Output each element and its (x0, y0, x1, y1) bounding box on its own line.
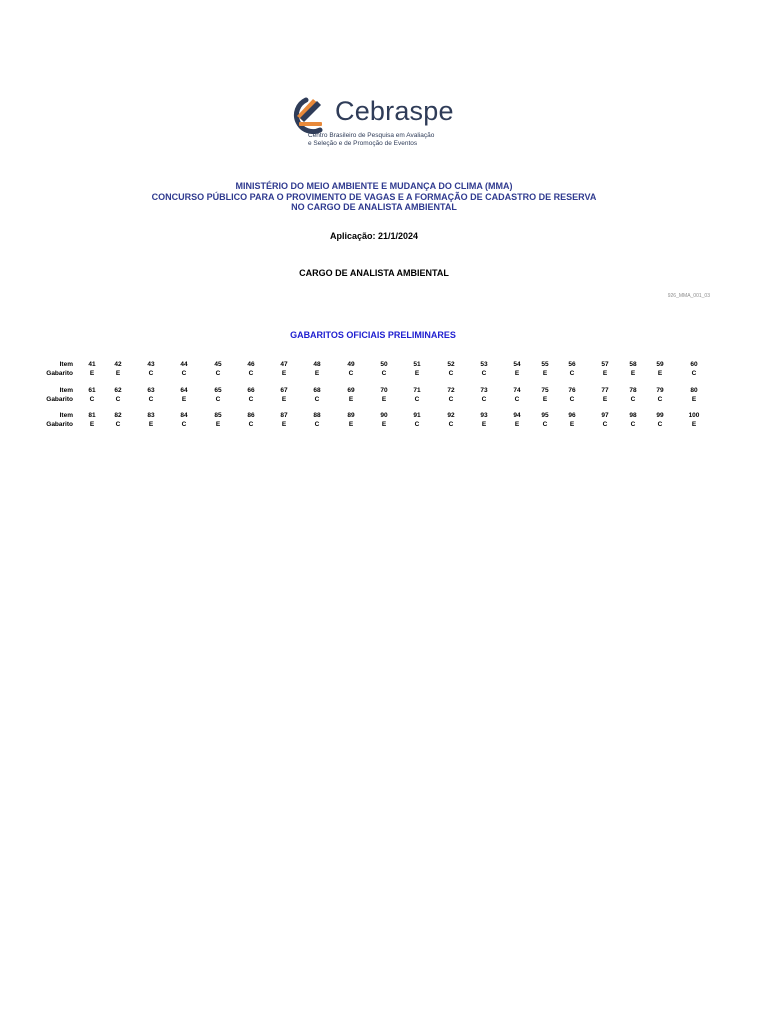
item-answer: E (89, 420, 95, 428)
application-date: Aplicação: 21/1/2024 (329, 231, 419, 241)
item-answer: C (630, 420, 636, 428)
item-number: 96 (568, 412, 576, 419)
item-number: 99 (656, 412, 664, 419)
item-number: 70 (380, 387, 388, 394)
item-answer: E (542, 395, 548, 403)
item-number: 76 (568, 387, 576, 394)
item-answer: E (657, 369, 663, 377)
item-number: 61 (88, 387, 96, 394)
item-number: 53 (480, 361, 488, 368)
item-number: 56 (568, 361, 576, 368)
logo-subtitle (308, 132, 434, 148)
item-number: 88 (313, 412, 321, 419)
item-answer: E (381, 395, 387, 403)
logo-subtitle-line2: e Seleção e de Promoção de Eventos (308, 140, 418, 147)
item-answer: C (657, 395, 663, 403)
item-answer: C (215, 395, 221, 403)
item-answer: C (514, 395, 520, 403)
item-number: 97 (601, 412, 609, 419)
item-answer: C (148, 369, 154, 377)
item-answer: E (181, 395, 187, 403)
section-title: GABARITOS OFICIAIS PRELIMINARES (290, 330, 456, 340)
item-answer: C (448, 395, 454, 403)
item-number: 46 (247, 361, 255, 368)
item-number: 74 (513, 387, 521, 394)
cebraspe-logo (286, 94, 486, 150)
item-number: 55 (541, 361, 549, 368)
item-answer: C (115, 395, 121, 403)
item-answer: C (89, 395, 95, 403)
booklet-code: 926_MMA_001_03 (667, 293, 710, 299)
item-number: 77 (601, 387, 609, 394)
item-answer: C (314, 395, 320, 403)
gabarito-label: Gabarito (46, 395, 73, 403)
item-number: 59 (656, 361, 664, 368)
exam-title (0, 181, 748, 213)
answer-row (0, 387, 768, 405)
item-answer: C (569, 369, 575, 377)
item-number: 60 (690, 361, 698, 368)
item-number: 65 (214, 387, 222, 394)
item-number: 45 (214, 361, 222, 368)
item-answer: C (481, 395, 487, 403)
item-number: 58 (629, 361, 637, 368)
item-answer: C (630, 395, 636, 403)
item-answer: E (115, 369, 121, 377)
item-answer: C (181, 420, 187, 428)
cebraspe-logo-icon (286, 94, 330, 136)
item-number: 94 (513, 412, 521, 419)
item-answer: C (215, 369, 221, 377)
item-number: 41 (88, 361, 96, 368)
item-answer: E (602, 395, 608, 403)
item-answer: C (569, 395, 575, 403)
exam-title-line2: CONCURSO PÚBLICO PARA O PROVIMENTO DE VAGAS E A FORMAÇÃO DE CADASTRO DE RESERVA (151, 191, 597, 202)
item-number: 91 (413, 412, 421, 419)
item-number: 68 (313, 387, 321, 394)
item-number: 54 (513, 361, 521, 368)
role-title: CARGO DE ANALISTA AMBIENTAL (299, 268, 449, 278)
item-label: Item (59, 412, 73, 419)
item-answer: C (414, 420, 420, 428)
item-number: 95 (541, 412, 549, 419)
item-answer: C (115, 420, 121, 428)
item-number: 43 (147, 361, 155, 368)
item-number: 92 (447, 412, 455, 419)
item-number: 75 (541, 387, 549, 394)
item-answer: E (381, 420, 387, 428)
item-number: 82 (114, 412, 122, 419)
item-answer: E (348, 395, 354, 403)
item-answer: E (281, 369, 287, 377)
item-number: 42 (114, 361, 122, 368)
item-number: 73 (480, 387, 488, 394)
item-answer: C (381, 369, 387, 377)
item-answer: C (248, 420, 254, 428)
item-answer: E (542, 369, 548, 377)
item-number: 49 (347, 361, 355, 368)
item-number: 98 (629, 412, 637, 419)
item-answer: E (481, 420, 487, 428)
item-answer: C (248, 395, 254, 403)
item-answer: C (348, 369, 354, 377)
item-answer: C (448, 369, 454, 377)
answer-row (0, 412, 768, 430)
item-label: Item (59, 361, 73, 368)
item-answer: E (89, 369, 95, 377)
item-answer: C (691, 369, 697, 377)
logo-name: Cebraspe (335, 96, 454, 126)
item-answer: E (148, 420, 154, 428)
item-number: 85 (214, 412, 222, 419)
item-number: 93 (480, 412, 488, 419)
item-answer: E (514, 369, 520, 377)
item-number: 48 (313, 361, 321, 368)
item-number: 78 (629, 387, 637, 394)
item-number: 84 (180, 412, 188, 419)
item-answer: E (630, 369, 636, 377)
item-answer: C (602, 420, 608, 428)
item-answer: E (281, 420, 287, 428)
item-answer: E (281, 395, 287, 403)
item-answer: C (148, 395, 154, 403)
item-number: 71 (413, 387, 421, 394)
exam-title-line1: MINISTÉRIO DO MEIO AMBIENTE E MUDANÇA DO CLIMA (MMA) (235, 181, 513, 191)
exam-title-line3: NO CARGO DE ANALISTA AMBIENTAL (291, 202, 457, 212)
item-number: 79 (656, 387, 664, 394)
item-answer: E (215, 420, 221, 428)
item-answer: C (481, 369, 487, 377)
item-number: 72 (447, 387, 455, 394)
answer-row (0, 361, 768, 379)
item-answer: E (414, 369, 420, 377)
item-answer: C (657, 420, 663, 428)
item-answer: C (414, 395, 420, 403)
item-answer: C (448, 420, 454, 428)
item-number: 50 (380, 361, 388, 368)
item-number: 90 (380, 412, 388, 419)
item-number: 87 (280, 412, 288, 419)
item-answer: C (314, 420, 320, 428)
item-number: 63 (147, 387, 155, 394)
item-answer: E (314, 369, 320, 377)
gabarito-label: Gabarito (46, 369, 73, 377)
item-answer: E (569, 420, 575, 428)
item-number: 89 (347, 412, 355, 419)
item-answer: E (691, 395, 697, 403)
logo-subtitle-line1: Centro Brasileiro de Pesquisa em Avaliação (308, 132, 435, 139)
item-answer: E (691, 420, 697, 428)
item-label: Item (59, 387, 73, 394)
item-number: 86 (247, 412, 255, 419)
item-number: 44 (180, 361, 188, 368)
item-number: 100 (688, 412, 700, 419)
item-number: 52 (447, 361, 455, 368)
item-answer: E (602, 369, 608, 377)
item-number: 69 (347, 387, 355, 394)
item-number: 83 (147, 412, 155, 419)
item-number: 81 (88, 412, 96, 419)
gabarito-label: Gabarito (46, 420, 73, 428)
item-answer: C (248, 369, 254, 377)
item-number: 47 (280, 361, 288, 368)
item-answer: C (181, 369, 187, 377)
item-number: 62 (114, 387, 122, 394)
item-number: 80 (690, 387, 698, 394)
item-number: 67 (280, 387, 288, 394)
item-answer: E (348, 420, 354, 428)
item-number: 57 (601, 361, 609, 368)
item-answer: E (514, 420, 520, 428)
item-answer: C (542, 420, 548, 428)
item-number: 64 (180, 387, 188, 394)
item-number: 66 (247, 387, 255, 394)
item-number: 51 (413, 361, 421, 368)
